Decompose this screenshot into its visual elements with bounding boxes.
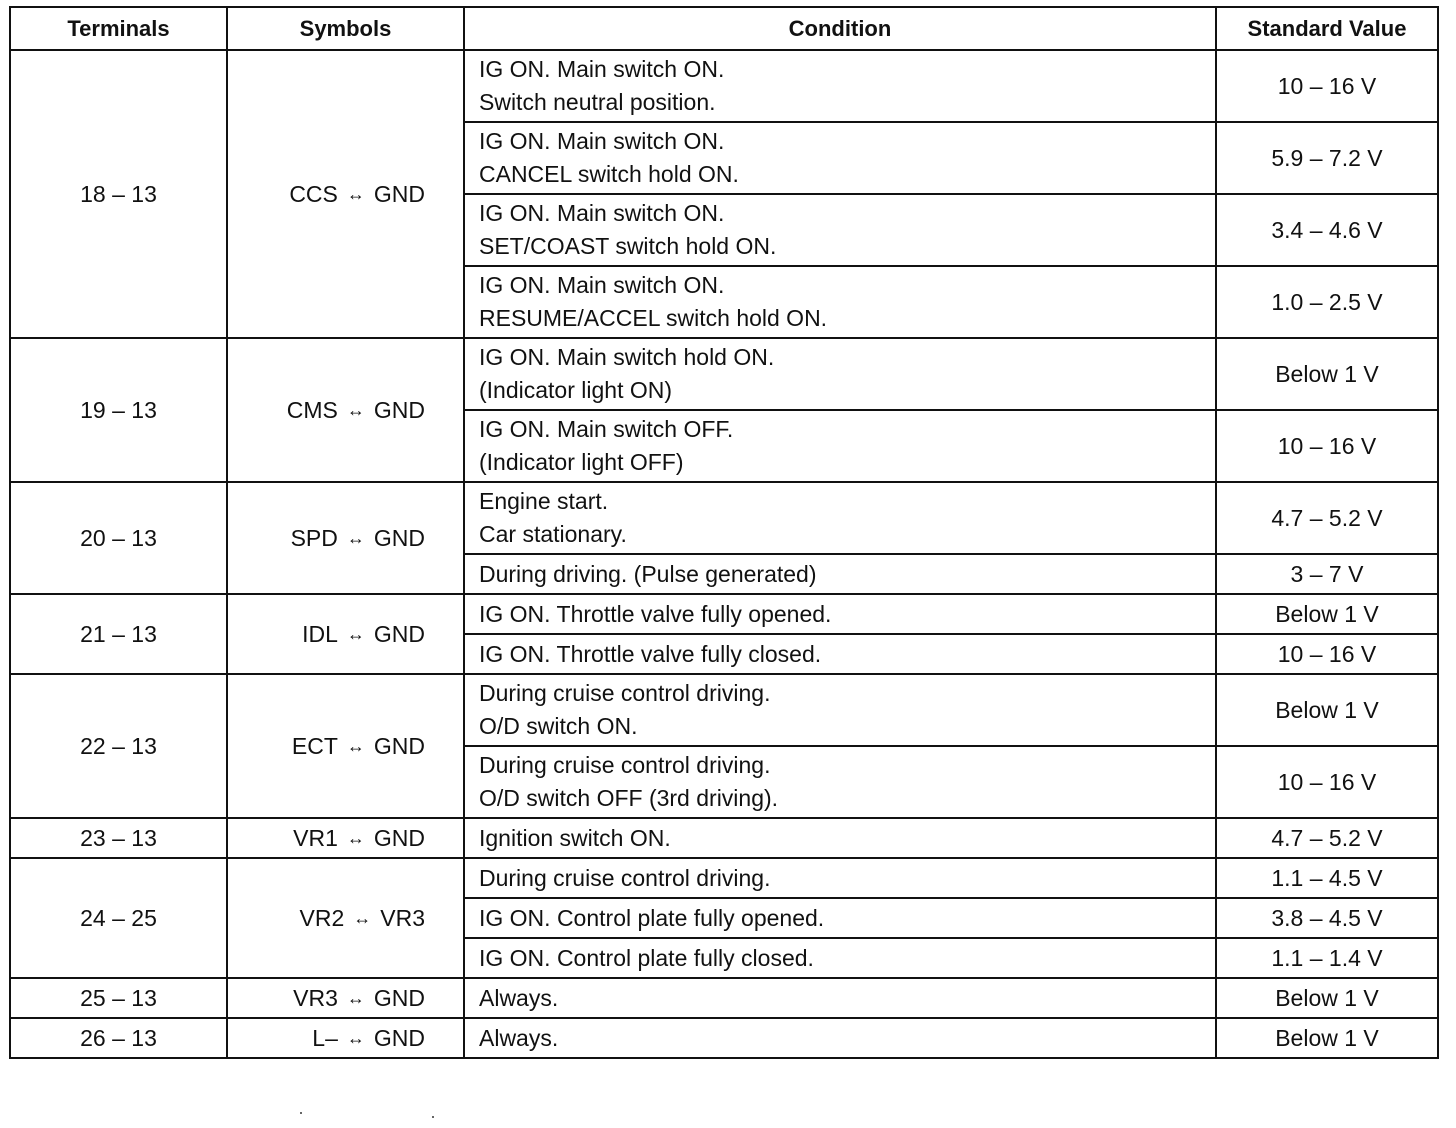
bidirectional-arrow-icon: ↔ bbox=[346, 1027, 365, 1048]
condition-cell bbox=[464, 818, 1216, 858]
condition-line: IG ON. Main switch ON. bbox=[479, 128, 725, 154]
bidirectional-arrow-icon: ↔ bbox=[346, 827, 365, 848]
header-symbols: Symbols bbox=[227, 7, 464, 50]
condition-line: During cruise control driving. bbox=[479, 864, 771, 891]
symbol-right: GND bbox=[373, 524, 425, 551]
standard-value-cell: Below 1 V bbox=[1216, 338, 1438, 410]
terminals-cell: 26 – 13 bbox=[10, 1018, 227, 1058]
condition-line: IG ON. Control plate fully opened. bbox=[479, 904, 825, 931]
condition-line: O/D switch ON. bbox=[479, 713, 638, 739]
bidirectional-arrow-icon: ↔ bbox=[346, 183, 365, 204]
symbol-right: GND bbox=[373, 396, 425, 423]
symbol-left: VR3 bbox=[293, 984, 338, 1011]
bidirectional-arrow-icon: ↔ bbox=[346, 987, 365, 1008]
standard-value-cell: 4.7 – 5.2 V bbox=[1216, 818, 1438, 858]
condition-line: IG ON. Throttle valve fully opened. bbox=[479, 600, 832, 627]
terminals-cell: 23 – 13 bbox=[10, 818, 227, 858]
condition-line: IG ON. Main switch ON. bbox=[479, 56, 725, 82]
standard-value-cell: 3.8 – 4.5 V bbox=[1216, 898, 1438, 938]
standard-value-cell: 3 – 7 V bbox=[1216, 554, 1438, 594]
condition-cell bbox=[464, 410, 1216, 482]
symbol-left: SPD bbox=[290, 524, 338, 551]
condition-cell bbox=[464, 266, 1216, 338]
terminals-cell: 21 – 13 bbox=[10, 594, 227, 674]
bidirectional-arrow-icon: ↔ bbox=[346, 527, 365, 548]
table-row bbox=[10, 1018, 1438, 1058]
terminals-cell: 24 – 25 bbox=[10, 858, 227, 978]
symbol-left: CCS bbox=[289, 180, 338, 207]
condition-line: Switch neutral position. bbox=[479, 89, 716, 115]
header-condition: Condition bbox=[464, 7, 1216, 50]
condition-cell bbox=[464, 338, 1216, 410]
condition-line: Always. bbox=[479, 1024, 559, 1051]
symbol-right: GND bbox=[373, 732, 425, 759]
standard-value-cell: Below 1 V bbox=[1216, 594, 1438, 634]
condition-line: IG ON. Main switch ON. bbox=[479, 272, 725, 298]
symbol-left: L– bbox=[312, 1024, 338, 1051]
symbol-right: GND bbox=[373, 620, 425, 647]
condition-line: During cruise control driving. bbox=[479, 680, 771, 706]
symbols-cell bbox=[227, 674, 464, 818]
bidirectional-arrow-icon: ↔ bbox=[353, 907, 372, 928]
standard-value-cell: Below 1 V bbox=[1216, 978, 1438, 1018]
condition-line: Ignition switch ON. bbox=[479, 824, 671, 851]
condition-cell bbox=[464, 898, 1216, 938]
condition-line: (Indicator light ON) bbox=[479, 377, 673, 403]
standard-value-cell: 1.0 – 2.5 V bbox=[1216, 266, 1438, 338]
table-row bbox=[10, 818, 1438, 858]
condition-cell bbox=[464, 978, 1216, 1018]
table-row bbox=[10, 50, 1438, 122]
symbol-left: CMS bbox=[286, 396, 338, 423]
condition-line: IG ON. Control plate fully closed. bbox=[479, 944, 814, 971]
symbols-cell bbox=[227, 482, 464, 594]
symbol-left: VR1 bbox=[293, 824, 338, 851]
condition-line: IG ON. Throttle valve fully closed. bbox=[479, 640, 822, 667]
condition-cell bbox=[464, 50, 1216, 122]
symbol-left: ECT bbox=[291, 732, 338, 759]
terminals-cell: 25 – 13 bbox=[10, 978, 227, 1018]
terminals-cell: 18 – 13 bbox=[10, 50, 227, 338]
condition-line: Always. bbox=[479, 984, 559, 1011]
table-row bbox=[10, 858, 1438, 898]
terminals-cell: 19 – 13 bbox=[10, 338, 227, 482]
symbol-right: GND bbox=[373, 1024, 425, 1051]
condition-cell bbox=[464, 594, 1216, 634]
symbols-cell bbox=[227, 858, 464, 978]
scan-speck bbox=[432, 1116, 434, 1118]
terminals-cell: 22 – 13 bbox=[10, 674, 227, 818]
condition-cell bbox=[464, 194, 1216, 266]
standard-value-cell: Below 1 V bbox=[1216, 1018, 1438, 1058]
header-standard-value: Standard Value bbox=[1216, 7, 1438, 50]
table-row bbox=[10, 674, 1438, 746]
standard-value-cell: Below 1 V bbox=[1216, 674, 1438, 746]
scan-speck bbox=[300, 1112, 302, 1114]
condition-cell bbox=[464, 674, 1216, 746]
symbols-cell bbox=[227, 978, 464, 1018]
condition-line: SET/COAST switch hold ON. bbox=[479, 233, 777, 259]
symbol-right: GND bbox=[373, 984, 425, 1011]
symbol-right: GND bbox=[373, 180, 425, 207]
terminal-voltage-table bbox=[9, 6, 1439, 1059]
condition-line: CANCEL switch hold ON. bbox=[479, 161, 739, 187]
terminals-cell: 20 – 13 bbox=[10, 482, 227, 594]
condition-cell bbox=[464, 122, 1216, 194]
bidirectional-arrow-icon: ↔ bbox=[346, 623, 365, 644]
condition-line: Engine start. bbox=[479, 488, 609, 514]
table-row bbox=[10, 978, 1438, 1018]
condition-cell bbox=[464, 1018, 1216, 1058]
condition-line: During driving. (Pulse generated) bbox=[479, 560, 817, 587]
condition-cell bbox=[464, 858, 1216, 898]
standard-value-cell: 1.1 – 4.5 V bbox=[1216, 858, 1438, 898]
condition-cell bbox=[464, 746, 1216, 818]
standard-value-cell: 10 – 16 V bbox=[1216, 410, 1438, 482]
condition-cell bbox=[464, 938, 1216, 978]
condition-line: During cruise control driving. bbox=[479, 752, 771, 778]
table-header-row bbox=[10, 7, 1438, 50]
condition-line: Car stationary. bbox=[479, 521, 627, 547]
symbol-left: VR2 bbox=[299, 904, 345, 931]
table-row bbox=[10, 338, 1438, 410]
condition-line: (Indicator light OFF) bbox=[479, 449, 684, 475]
table-body bbox=[10, 50, 1438, 1058]
standard-value-cell: 4.7 – 5.2 V bbox=[1216, 482, 1438, 554]
standard-value-cell: 10 – 16 V bbox=[1216, 634, 1438, 674]
bidirectional-arrow-icon: ↔ bbox=[346, 399, 365, 420]
condition-cell bbox=[464, 634, 1216, 674]
standard-value-cell: 3.4 – 4.6 V bbox=[1216, 194, 1438, 266]
symbols-cell bbox=[227, 818, 464, 858]
symbols-cell bbox=[227, 50, 464, 338]
symbol-left: IDL bbox=[302, 620, 338, 647]
symbol-right: VR3 bbox=[380, 904, 425, 931]
condition-line: IG ON. Main switch OFF. bbox=[479, 416, 734, 442]
condition-line: RESUME/ACCEL switch hold ON. bbox=[479, 305, 828, 331]
standard-value-cell: 10 – 16 V bbox=[1216, 50, 1438, 122]
condition-line: IG ON. Main switch ON. bbox=[479, 200, 725, 226]
table-row bbox=[10, 482, 1438, 554]
standard-value-cell: 5.9 – 7.2 V bbox=[1216, 122, 1438, 194]
symbol-right: GND bbox=[373, 824, 425, 851]
symbols-cell bbox=[227, 594, 464, 674]
condition-cell bbox=[464, 554, 1216, 594]
header-terminals: Terminals bbox=[10, 7, 227, 50]
bidirectional-arrow-icon: ↔ bbox=[346, 735, 365, 756]
symbols-cell bbox=[227, 1018, 464, 1058]
condition-cell bbox=[464, 482, 1216, 554]
symbols-cell bbox=[227, 338, 464, 482]
table-row bbox=[10, 594, 1438, 634]
condition-line: IG ON. Main switch hold ON. bbox=[479, 344, 775, 370]
standard-value-cell: 1.1 – 1.4 V bbox=[1216, 938, 1438, 978]
standard-value-cell: 10 – 16 V bbox=[1216, 746, 1438, 818]
condition-line: O/D switch OFF (3rd driving). bbox=[479, 785, 779, 811]
